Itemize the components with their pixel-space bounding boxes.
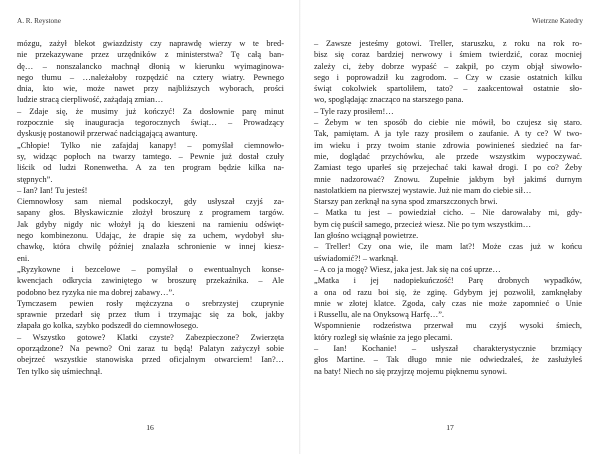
text-line: – Ian! Kochanie! – usłyszał charakterystycznie brzmiący bbox=[314, 344, 582, 354]
text-line: Tymczasem pewien rosły mężczyzna o srebrzystej czuprynie bbox=[17, 298, 284, 308]
text-line: – A co ja mogę? Wiesz, jaka jest. Jak się na coś uprze… bbox=[314, 264, 501, 274]
text-line: mnie nadzorować? Znowu. Zupełnie jakbym był jakimś durnym bbox=[314, 174, 582, 184]
text-line: – Matka tu jest – powiedział cicho. – Nie darowałaby mi, gdy- bbox=[314, 208, 582, 218]
text-line: który rozległ się właśnie za jego plecami. bbox=[314, 332, 453, 342]
text-line: dyskusję postanowił przerwać nadciągającą awanturę. bbox=[17, 129, 198, 139]
text-line: – Treller! Czy ona wie, ile mam lat?! Może czas już w końcu bbox=[314, 242, 582, 252]
text-line: kwencjach odkrycia zawiniętego w broszurę przekaźnika. – Ale bbox=[17, 276, 284, 286]
text-line: rozpocznie się inauguracja tegorocznych świąt… – Prowadzący bbox=[17, 118, 284, 128]
text-line: dnia, kto wie, może nawet przy najbliższych wyborach, prości bbox=[17, 84, 284, 94]
text-line: sapany głos. Błyskawicznie złożył broszurę z programem targów. bbox=[17, 208, 284, 218]
text-line: nie przekazywane przez urzędników z ministerstwa? Tę całą ban- bbox=[17, 50, 284, 60]
text-line: dę… – nonszalancko machnął dłonią w kierunku wyimaginowa- bbox=[17, 61, 284, 71]
running-head-author: A. R. Reystone bbox=[17, 17, 61, 25]
left-body-text bbox=[17, 38, 284, 377]
text-line: na baty! Niech no się przyjrzę mojemu pięknemu synowi. bbox=[314, 366, 508, 376]
text-line: sego i poprowadził ku zagrodom. – Czy w czasie ostatnich kilku bbox=[314, 72, 582, 82]
text-line: a ona od razu boi się, że zginę. Gdybym jej pozwolił, zamknęłaby bbox=[314, 287, 582, 297]
text-line: i Russellu, ale na Onyksową Harfę…”. bbox=[314, 310, 444, 320]
text-line: „Chłopie! Tylko nie zafajdaj kanapy! – pomyślał ciemnowło- bbox=[17, 140, 284, 150]
page-number-left: 16 bbox=[146, 423, 154, 432]
right-page bbox=[300, 0, 600, 454]
text-line: Wspomnienie rodzeństwa przerwał mu czyjś wysoki śmiech, bbox=[314, 321, 582, 331]
page-number-right: 17 bbox=[446, 423, 454, 432]
text-line: – Ian? Ian! Tu jesteś! bbox=[17, 185, 88, 195]
text-line: „Matka i jej nadopiekuńczość! Parę drobnych wypadków, bbox=[314, 276, 582, 286]
text-line: bym cię puścił samego, przecież wiesz. Nie po tym wszystkim… bbox=[314, 219, 532, 229]
text-line: Zamiast tego uparłeś się przejechać taki kawał drogi. I po co? Żeby bbox=[314, 163, 582, 173]
text-line: – Zawsze jesteśmy gotowi. Treller, staruszku, z roku na rok ro- bbox=[314, 39, 582, 48]
text-line: sy, widząc popłoch na twarzy tamtego. – Pewnie już dostał czuły bbox=[17, 151, 284, 161]
text-line: oporządzone? Na pewno? Oni zaraz tu będą! Palatyn zażyczył sobie bbox=[17, 344, 284, 354]
text-line: bisz się coraz bardziej nerwowy i śmiem twierdzić, coraz mocniej bbox=[314, 50, 582, 60]
text-line: podobno bez ryzyka nie ma dobrej zabawy…”. bbox=[17, 287, 175, 297]
text-line: mie, doglądać przychówku, ale przede wszystkim wypoczywać. bbox=[314, 151, 582, 161]
text-line: sprawnie przedarł się przez tłum i trzymając się za bok, jakby bbox=[17, 310, 284, 320]
text-line: świąt cokolwiek spartoliłem, tato? – zaakcentował ostatnie sło- bbox=[314, 84, 582, 94]
text-line: uświadomić?! – warknął. bbox=[314, 253, 399, 263]
text-line: ludzie stracą cierpliwość, zażądają zmian… bbox=[17, 95, 164, 105]
text-line: – Wszystko gotowe? Klatki czyste? Zabezpieczone? Zwierzęta bbox=[17, 332, 284, 342]
text-line: obejrzeć wszystkie stanowiska przed oficjalnym otwarciem! Ian?… bbox=[17, 355, 284, 365]
text-line: eni. bbox=[17, 253, 30, 263]
text-line: Tak, pamiętam. A ja tyle razy prosiłem o zaufanie. A ty ce? W two- bbox=[314, 129, 582, 139]
right-body-text bbox=[314, 38, 582, 377]
text-line: nastolatkiem na pierwszej wystawie. Już nie mam do ciebie sił… bbox=[314, 185, 532, 195]
text-line: zależy ci, żeby dobrze wypaść – zakpił, po czym objął siwowło- bbox=[314, 61, 582, 71]
text-line: chawkę, która chwilę później znalazła schronienie w innej kiesz- bbox=[17, 242, 284, 252]
text-line: im wieku i przy twoim stanie zdrowia powinieneś siedzieć na far- bbox=[314, 140, 582, 150]
text-line: stępnych”. bbox=[17, 174, 53, 184]
text-line: liścik od ludzi Ronenwetha. A za ten program będzie kilka na- bbox=[17, 163, 284, 173]
text-line: Ciemnowłosy sam niemal podskoczył, gdy usłyszał czyjś za- bbox=[17, 197, 284, 207]
text-line: – Zdaje się, że musimy już kończyć! Za dosłownie parę minut bbox=[17, 106, 284, 116]
text-line: Ten tylko się uśmiechnął. bbox=[17, 366, 103, 376]
text-line: nego kombinezonu. Udając, że drapie się za uchem, wydobył słu- bbox=[17, 231, 284, 241]
text-line: Jak gdyby nigdy nic włożył ją do kieszeni na ramieniu odświęt- bbox=[17, 219, 284, 229]
running-head-title: Wietrzne Katedry bbox=[532, 17, 583, 25]
text-line: – Tyle razy prosiłem!… bbox=[314, 106, 394, 116]
text-line: złapała go kolka, szybko podszedł do ciemnowłosego. bbox=[17, 321, 199, 331]
text-line: Ian głośno wciągnął powietrze. bbox=[314, 231, 419, 241]
text-line: głos Martine. – Tak długo mnie nie odwiedzałeś, że zasłużyłeś bbox=[314, 355, 582, 365]
text-line: „Ryzykowne i bezcelowe – pomyślał o ewentualnych konse- bbox=[17, 264, 284, 274]
text-line: mózgu, zażył blekot gwiazdzisty czy naprawdę wierzy w te bred- bbox=[17, 39, 284, 48]
text-line: nego tłumu – …należałoby rozpędzić na cztery wiatry. Pewnego bbox=[17, 72, 284, 82]
text-line: mnie w złotej klatce. Zgoda, cały czas nie może zapomnieć o Unie bbox=[314, 298, 582, 308]
text-line: wo, spoglądając znacząco na starszego pana. bbox=[314, 95, 464, 105]
text-line: – Żebym w ten sposób do ciebie nie mówił, bo czujesz się staro. bbox=[314, 118, 582, 128]
text-line: Starszy pan zerknął na syna spod zmarszczonych brwi. bbox=[314, 197, 498, 207]
